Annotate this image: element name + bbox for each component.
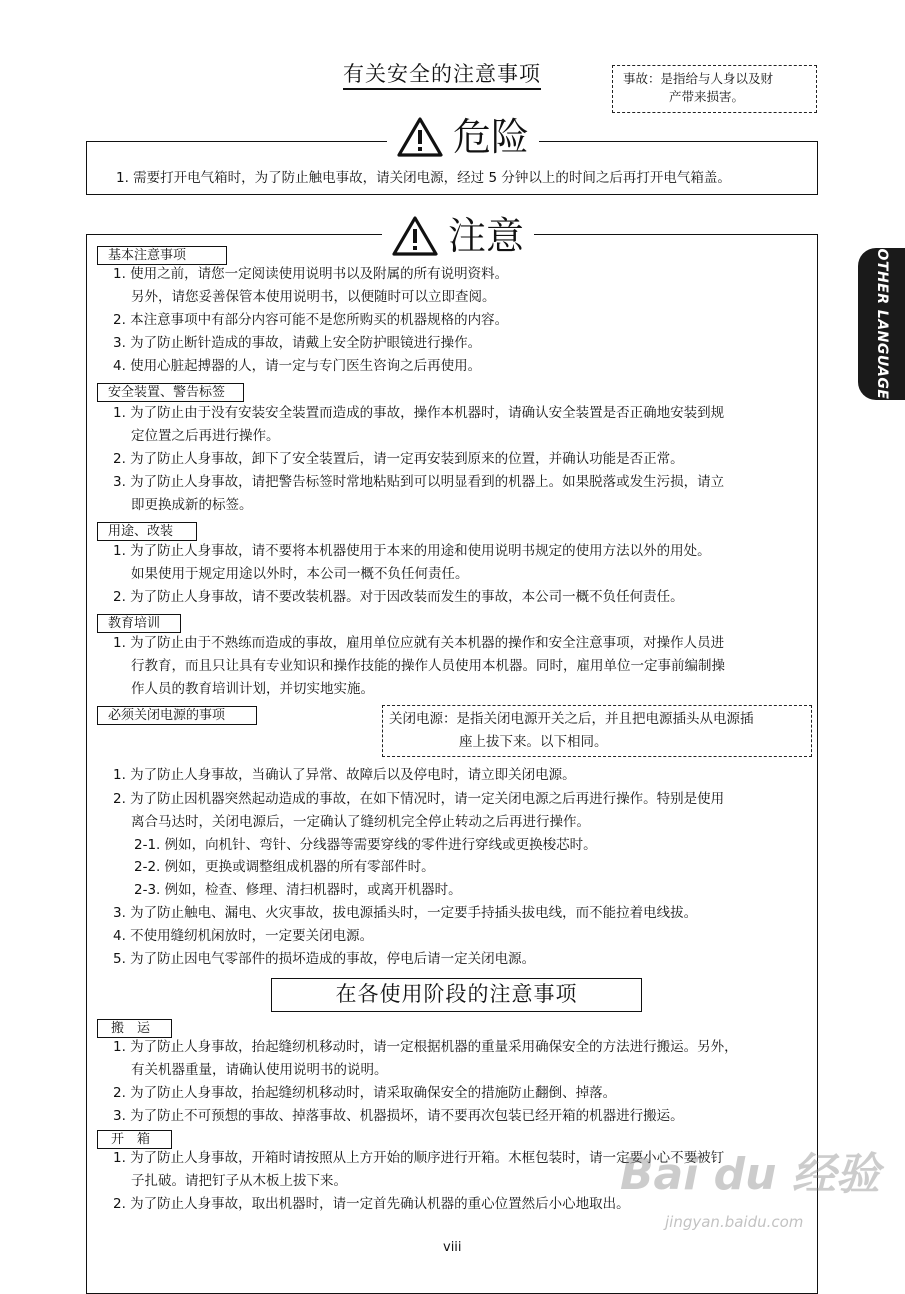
transport-item: 2. 为了防止人身事故，抬起缝纫机移动时，请采取确保安全的措施防止翻倒、掉落。 [113,1085,617,1101]
usage-item: 2. 为了防止人身事故，请不要改装机器。对于因改装而发生的事故，本公司一概不负任何责任。 [113,589,684,605]
safety-item: 2. 为了防止人身事故，卸下了安全装置后，请一定再安装到原来的位置，并确认功能是否正常。 [113,451,684,467]
definition-line: 关闭电源：是指关闭电源开关之后，并且把电源插头从电源插 [389,711,754,727]
section-title-safety-device: 安全装置、警告标签 [97,383,244,402]
section-title-training: 教育培训 [97,614,181,633]
safety-item: 1. 为了防止由于没有安装安全装置而造成的事故，操作本机器时，请确认安全装置是否正确地安装到规 [113,405,725,421]
safety-item: 即更换成新的标签。 [131,497,253,513]
caution-heading [382,212,534,260]
language-side-tab[interactable] [858,248,905,400]
transport-item: 有关机器重量，请确认使用说明书的说明。 [131,1062,388,1078]
power-off-subitem: 2-1. 例如，向机针、弯针、分线器等需要穿线的零件进行穿线或更换梭芯时。 [134,837,597,853]
power-off-subitem: 2-2. 例如，更换或调整组成机器的所有零部件时。 [134,859,435,875]
unpacking-item: 子扎破。请把钉子从木板上拔下来。 [131,1173,347,1189]
section-title-transport: 搬 运 [97,1019,172,1038]
power-off-item: 4. 不使用缝纫机闲放时，一定要关闭电源。 [113,928,374,944]
training-item: 1. 为了防止由于不熟练而造成的事故，雇用单位应就有关本机器的操作和安全注意事项，对操作人员进 [113,635,725,651]
unpacking-item: 2. 为了防止人身事故，取出机器时，请一定首先确认机器的重心位置然后小心地取出。 [113,1196,630,1212]
usage-item: 如果使用于规定用途以外时，本公司一概不负任何责任。 [131,566,469,582]
warning-triangle-icon [397,116,443,158]
safety-item: 定位置之后再进行操作。 [131,428,280,444]
warning-triangle-icon [392,215,438,257]
danger-heading-text: 危险 [453,115,530,159]
danger-item: 1. 需要打开电气箱时，为了防止触电事故，请关闭电源，经过 5 分钟以上的时间之后再打开电气箱盖。 [116,170,731,186]
danger-heading [387,113,539,161]
accident-definition-note [612,65,817,113]
watermark-url: jingyan.baidu.com [665,1213,804,1231]
power-off-subitem: 2-3. 例如，检查、修理、清扫机器时，或离开机器时。 [134,882,462,898]
usage-stage-title: 在各使用阶段的注意事项 [271,978,642,1012]
power-off-item: 3. 为了防止触电、漏电、火灾事故，拔电源插头时，一定要手持插头拔电线，而不能拉着电线拔。 [113,905,698,921]
power-off-item: 5. 为了防止因电气零部件的损坏造成的事故，停电后请一定关闭电源。 [113,951,536,967]
basic-item: 4. 使用心脏起搏器的人，请一定与专门医生咨询之后再使用。 [113,358,482,374]
basic-item: 1. 使用之前，请您一定阅读使用说明书以及附属的所有说明资料。 [113,266,509,282]
usage-item: 1. 为了防止人身事故，请不要将本机器使用于本来的用途和使用说明书规定的使用方法以外的用处。 [113,543,711,559]
training-item: 作人员的教育培训计划，并切实地实施。 [131,681,374,697]
basic-item: 3. 为了防止断针造成的事故，请戴上安全防护眼镜进行操作。 [113,335,482,351]
section-title-usage: 用途、改装 [97,522,197,541]
page-title: 有关安全的注意事项 [343,60,541,90]
page-number: viii [443,1240,462,1255]
caution-heading-text: 注意 [448,214,525,258]
power-off-item: 离合马达时，关闭电源后，一定确认了缝纫机完全停止转动之后再进行操作。 [131,814,590,830]
power-off-item: 2. 为了防止因机器突然起动造成的事故，在如下情况时，请一定关闭电源之后再进行操作。特别是使用 [113,791,725,807]
side-tab-label: OTHER LANGUAGE [873,248,890,400]
unpacking-item: 1. 为了防止人身事故，开箱时请按照从上方开始的顺序进行开箱。木框包装时，请一定要小心不要被钉 [113,1150,725,1166]
section-title-unpacking: 开 箱 [97,1130,172,1149]
section-title-power-off: 必须关闭电源的事项 [97,706,257,725]
basic-item: 另外，请您妥善保管本使用说明书，以便随时可以立即查阅。 [131,289,496,305]
transport-item: 3. 为了防止不可预想的事故、掉落事故、机器损坏，请不要再次包装已经开箱的机器进行搬运。 [113,1108,684,1124]
training-item: 行教育，而且只让具有专业知识和操作技能的操作人员使用本机器。同时，雇用单位一定事前编制操 [131,658,725,674]
note-line: 事故：是指给与人身以及财 [623,71,774,86]
safety-item: 3. 为了防止人身事故，请把警告标签时常地粘贴到可以明显看到的机器上。如果脱落或发生污损，请立 [113,474,725,490]
section-title-basic: 基本注意事项 [97,246,227,265]
note-line: 产带来损害。 [669,89,745,104]
definition-line: 座上拔下来。以下相同。 [459,734,608,750]
watermark-logo: Bai du 经验 [620,1149,880,1200]
transport-item: 1. 为了防止人身事故，抬起缝纫机移动时，请一定根据机器的重量采用确保安全的方法进行搬运。另外， [113,1039,738,1055]
power-off-item: 1. 为了防止人身事故，当确认了异常、故障后以及停电时，请立即关闭电源。 [113,767,576,783]
basic-item: 2. 本注意事项中有部分内容可能不是您所购买的机器规格的内容。 [113,312,509,328]
